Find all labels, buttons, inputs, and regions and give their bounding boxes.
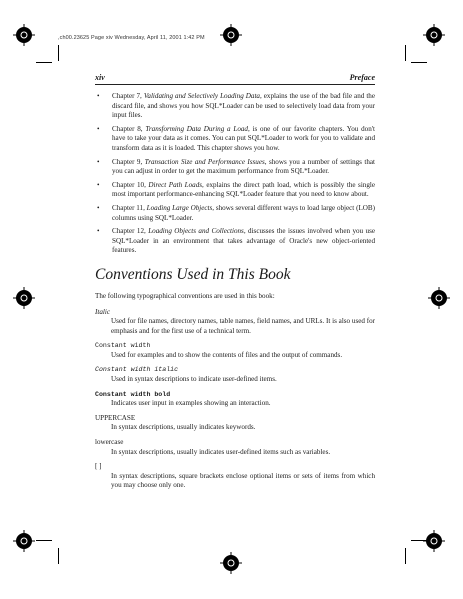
running-head: [95, 73, 375, 82]
list-item: • Chapter 8, Transforming Data During a Load, is one of our favorite chapters. You don't have to take your data as it comes. You can put SQL*Loader to work for you to validate and transform data as it is loaded. This chapter shows you how.: [97, 124, 375, 152]
chapter-list: [95, 92, 375, 256]
page-number: xiv: [95, 73, 105, 82]
chapter-title: Loading Large Objects: [146, 203, 213, 212]
convention-term: Constant width: [95, 342, 151, 350]
conventions-list: [95, 308, 375, 492]
chapter-title: Transforming Data During a Load: [145, 124, 248, 133]
convention-term: UPPERCASE: [95, 413, 136, 422]
section-title: Preface: [349, 73, 375, 82]
print-slug: ,ch00.23625 Page xiv Wednesday, April 11, 2001 1:42 PM: [58, 35, 205, 41]
crop-mark: [411, 540, 427, 541]
list-item: • Chapter 11, Loading Large Objects, shows several different ways to load large object (LOB) columns using SQL*Loader.: [97, 203, 375, 222]
bullet-icon: •: [97, 157, 100, 166]
crop-mark: [36, 540, 52, 541]
section-heading: Conventions Used in This Book: [95, 265, 291, 283]
chapter-title: Loading Objects and Collections: [148, 227, 244, 236]
registration-mark-icon: [13, 24, 35, 46]
convention-term: Constant width italic: [95, 366, 179, 374]
registration-mark-icon: [423, 24, 445, 46]
registration-mark-icon: [13, 287, 35, 309]
registration-mark-icon: [220, 24, 242, 46]
convention-definition: Used for file names, directory names, table names, field names, and URLs. It is also used for emphasis and for the first use of a technical term.: [111, 317, 375, 335]
convention-definition: Used in syntax descriptions to indicate user-defined items.: [111, 375, 277, 384]
chapter-title: Direct Path Loads: [148, 180, 203, 189]
registration-mark-icon: [220, 552, 242, 574]
bullet-icon: •: [97, 180, 100, 189]
bullet-icon: •: [97, 203, 100, 212]
chapter-title: Validating and Selectively Loading Data: [143, 92, 260, 100]
bullet-icon: •: [97, 92, 100, 100]
list-item: • Chapter 9, Transaction Size and Performance Issues, shows you a number of settings that you can adjust in order to get the maximum performance from SQL*Loader.: [97, 157, 376, 176]
crop-mark: [58, 548, 59, 564]
chapter-title: Transaction Size and Performance Issues: [144, 157, 265, 166]
registration-mark-icon: [423, 530, 445, 552]
convention-term: lowercase: [95, 438, 124, 447]
list-item: • Chapter 7, Validating and Selectively Loading Data, explains the use of the bad file and the discard file, and shows you how SQL*Loader can be used to selectively load data from your input files.: [97, 92, 375, 120]
convention-term: Italic: [95, 307, 110, 316]
convention-term: Constant width bold: [95, 390, 171, 398]
section-intro: The following typographical conventions are used in this book:: [95, 291, 275, 300]
crop-mark: [36, 62, 52, 63]
convention-term: [ ]: [95, 462, 102, 471]
list-item: • Chapter 10, Direct Path Loads, explains the direct path load, which is possibly the single most important performance-enhancing SQL*Loader feature that you need to know about.: [97, 180, 375, 199]
registration-mark-icon: [428, 287, 450, 309]
convention-definition: Used for examples and to show the contents of files and the output of commands.: [111, 350, 343, 359]
convention-definition: In syntax descriptions, usually indicates keywords.: [111, 423, 256, 432]
crop-mark: [405, 548, 406, 564]
bullet-icon: •: [97, 124, 100, 133]
header-rule: [95, 84, 375, 85]
convention-definition: Indicates user input in examples showing an interaction.: [111, 399, 271, 408]
crop-mark: [411, 62, 427, 63]
list-item: • Chapter 12, Loading Objects and Collections, discusses the issues involved when you use SQL*Loader in an environment that takes advantage of Oracle's new object-oriented features.: [97, 227, 375, 255]
convention-definition: In syntax descriptions, usually indicates user-defined items such as variables.: [111, 447, 331, 456]
convention-definition: In syntax descriptions, square brackets enclose optional items or sets of items from which you may choose only one.: [111, 471, 375, 490]
registration-mark-icon: [13, 530, 35, 552]
page-body: [95, 92, 375, 496]
bullet-icon: •: [97, 227, 100, 236]
crop-mark: [58, 45, 59, 61]
crop-mark: [405, 45, 406, 61]
